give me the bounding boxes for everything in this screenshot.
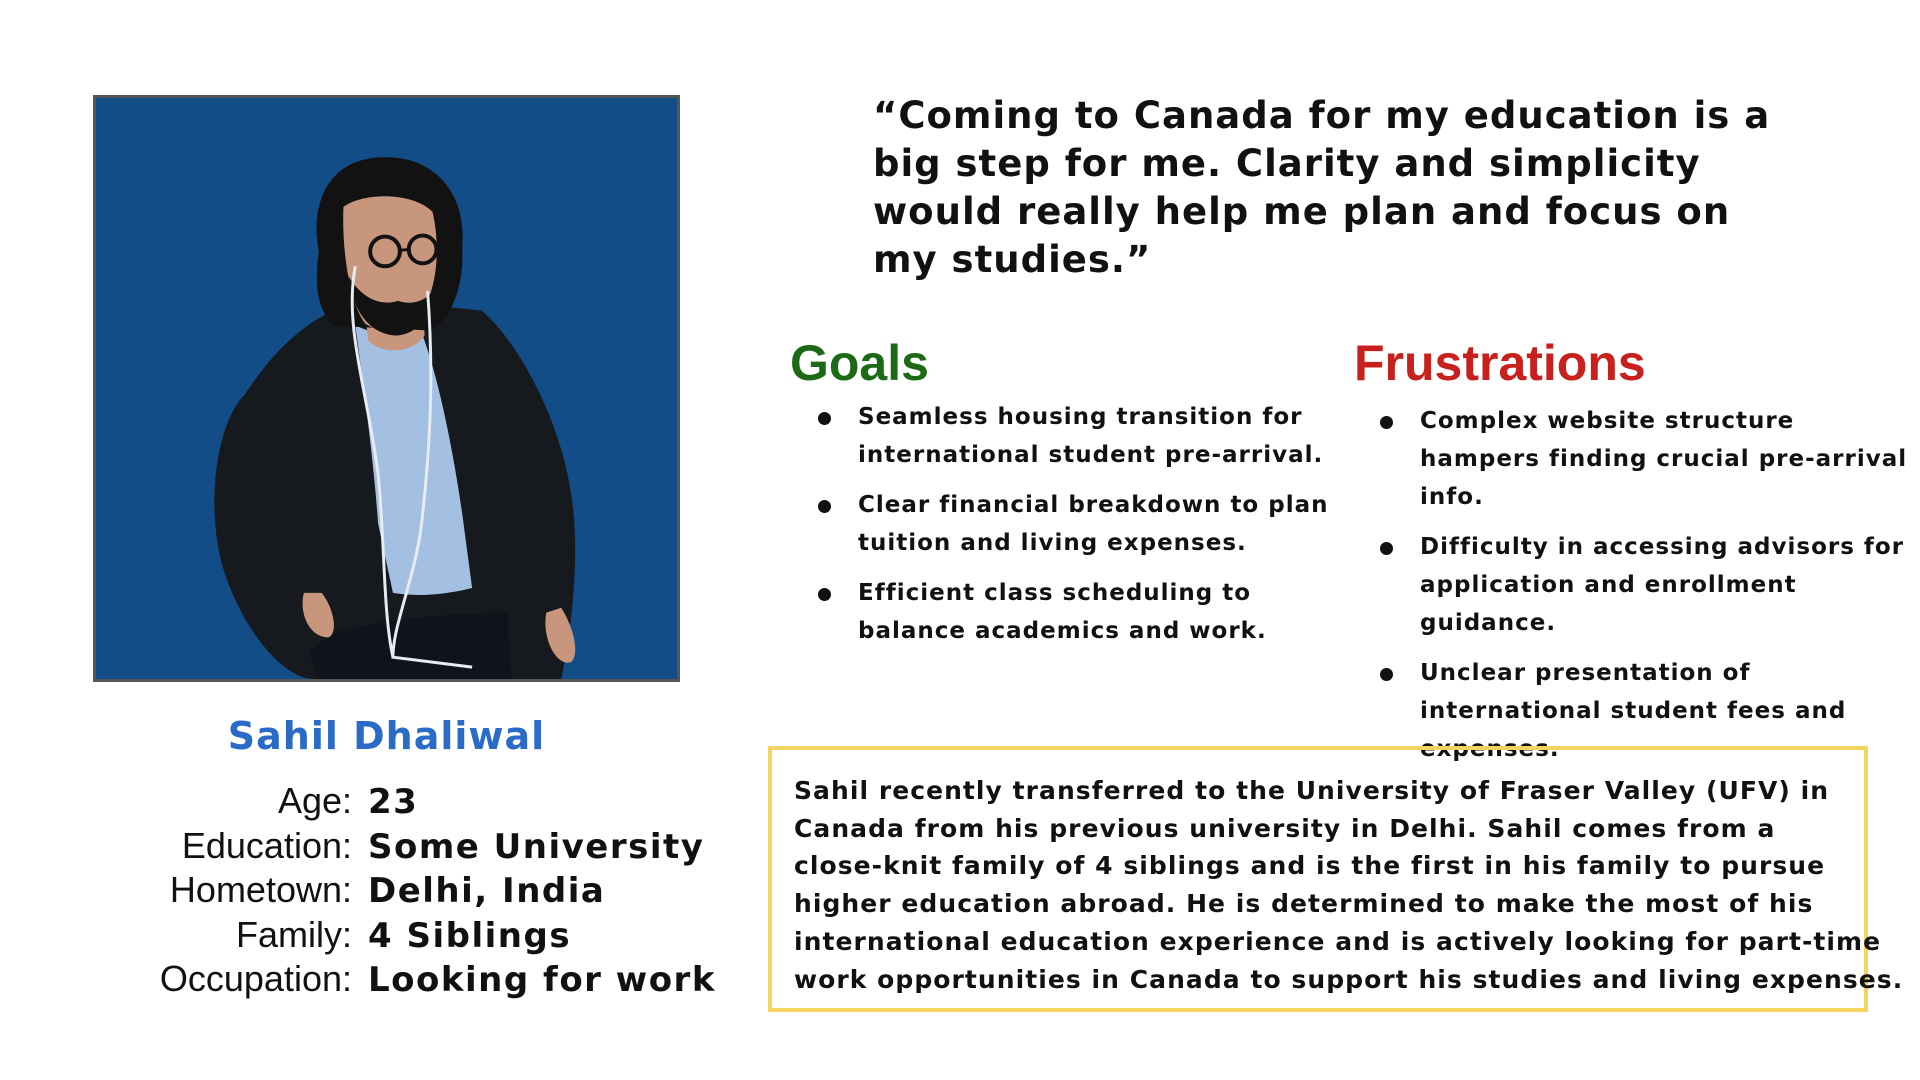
detail-label: Occupation: <box>159 958 352 999</box>
detail-label: Education: <box>181 824 352 866</box>
detail-row-education <box>100 825 740 870</box>
frustrations-heading: Frustrations <box>1354 335 1646 391</box>
detail-row-hometown <box>100 869 740 914</box>
detail-value: Looking for work <box>368 960 716 1000</box>
list-item-text: Seamless housing transition for international student pre-arrival. <box>858 404 1324 468</box>
detail-row-occupation <box>100 958 740 1003</box>
bullet-icon <box>818 500 831 513</box>
bullet-icon <box>818 412 831 425</box>
persona-name: Sahil Dhaliwal <box>227 714 546 758</box>
list-item <box>1380 528 1920 642</box>
list-item-text: Difficulty in accessing advisors for application and enrollment guidance. <box>1420 534 1905 636</box>
bio-line: close-knit family of 4 siblings and is the first in his family to pursue <box>794 851 1826 881</box>
detail-row-family <box>100 914 740 959</box>
persona-illustration-icon <box>96 98 677 679</box>
bio-line: international education experience and is actively looking for part-time <box>794 926 1882 956</box>
bio-line: Sahil recently transferred to the University of Fraser Valley (UFV) in <box>794 776 1830 805</box>
detail-row-age <box>100 780 740 825</box>
bullet-icon <box>818 588 831 601</box>
bullet-icon <box>1380 542 1393 555</box>
goals-heading: Goals <box>790 335 929 391</box>
detail-value: Some University <box>368 826 705 867</box>
detail-value: 23 <box>368 782 419 822</box>
list-item-text: Unclear presentation of international student fees and expenses. <box>1420 660 1847 762</box>
frustrations-list <box>1380 402 1920 780</box>
detail-label: Family: <box>236 913 352 955</box>
list-item <box>818 486 1358 562</box>
persona-details <box>100 780 740 1003</box>
persona-portrait <box>93 95 680 682</box>
bullet-icon <box>1380 416 1393 429</box>
detail-value: 4 Siblings <box>368 915 572 956</box>
list-item-text: Clear financial breakdown to plan tuition and living expenses. <box>858 492 1329 556</box>
persona-bio <box>768 746 1904 1012</box>
persona-quote: “Coming to Canada for my education is a big step for me. Clarity and simplicity would really help me plan and focus on my studies.” <box>873 94 1771 281</box>
list-item-text: Complex website structure hampers finding crucial pre-arrival info. <box>1420 408 1908 510</box>
bio-line: Canada from his previous university in Delhi. Sahil comes from a <box>794 813 1776 843</box>
list-item-text: Efficient class scheduling to balance academics and work. <box>858 580 1267 644</box>
bullet-icon <box>1380 668 1393 681</box>
list-item <box>1380 402 1920 516</box>
detail-value: Delhi, India <box>368 871 606 911</box>
bio-line: higher education abroad. He is determined to make the most of his <box>794 889 1814 919</box>
list-item <box>818 398 1358 474</box>
goals-list <box>818 398 1358 662</box>
detail-label: Hometown: <box>169 869 352 910</box>
list-item <box>818 574 1358 650</box>
bio-line: work opportunities in Canada to support his studies and living expenses. <box>794 964 1904 994</box>
detail-label: Age: <box>277 780 352 821</box>
